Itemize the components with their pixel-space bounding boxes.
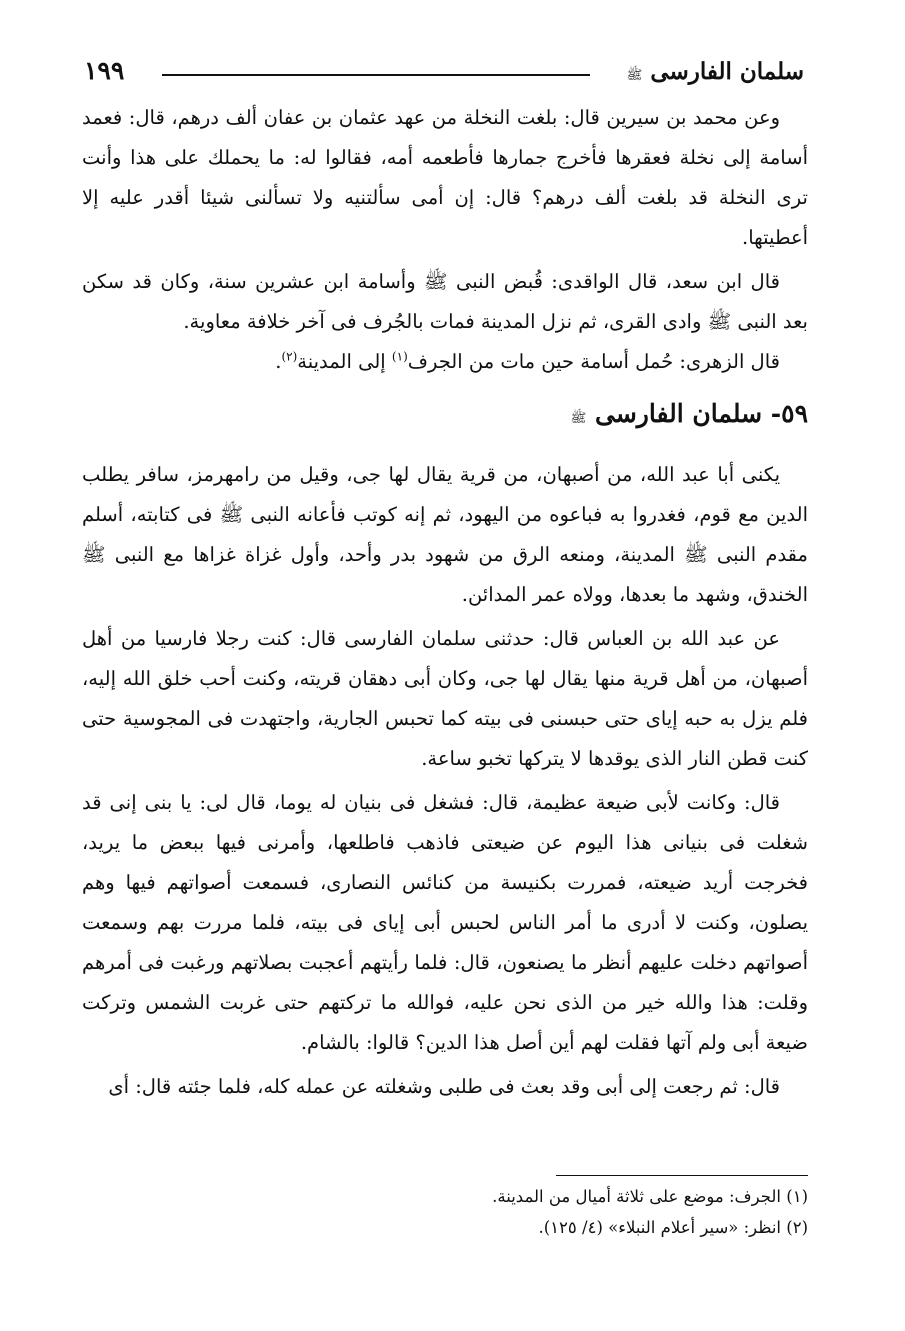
header-rule	[162, 74, 590, 76]
honorific-glyph: ﷺ	[570, 411, 587, 426]
paragraph: عن عبد الله بن العباس قال: حدثنى سلمان الفارسى قال: كنت رجلا فارسيا من أهل أصبهان، من أهل قرية منها يقال لها جى، وكان أبى دهقان قريته، وكنت أحب خلق الله إليه، فلم يزل به حبه إياى حتى حبسنى فى بيته كما تحبس الجارية، واجتهدت فى المجوسية حتى كنت قطن النار الذى يوقدها لا يتركها تخبو ساعة.	[82, 627, 808, 770]
paragraph: قال ابن سعد، قال الواقدى: قُبض النبى ﷺ وأسامة ابن عشرين سنة، وكان قد سكن بعد النبى ﷺ وادى القرى، ثم نزل المدينة فمات بالجُرف فى آخر خلافة معاوية.	[82, 270, 808, 333]
footnote-2: (٢) انظر: «سير أعلام النبلاء» (٤/ ١٢٥).	[538, 1218, 808, 1237]
zuhri-text-c: .	[275, 350, 282, 373]
footnote-ref-1[interactable]: (١)	[391, 349, 408, 364]
paragraph-zuhri	[82, 342, 808, 382]
running-title-text: سلمان الفارسى	[650, 58, 804, 85]
zuhri-text-a: قال الزهرى: حُمل أسامة حين مات من الجرف	[407, 350, 780, 373]
zuhri-text-b: إلى المدينة	[297, 350, 392, 373]
running-header	[84, 56, 804, 92]
main-text	[82, 98, 808, 1107]
running-title	[627, 58, 804, 86]
page-number: ١٩٩	[84, 56, 125, 85]
paragraph: قال: وكانت لأبى ضيعة عظيمة، قال: فشغل فى بنيان له يوما، قال لى: يا بنى إنى قد شغلت فى بنيانى هذا اليوم عن ضيعتى فاذهب فاطلعها، وأمرنى فيها ببعض ما يريد، فخرجت أريد ضيعته، فمررت بكنيسة من كنائس النصارى، فسمعت أصواتهم فيها وهم يصلون، وكنت لا أدرى ما أمر الناس لحبس أبى إياى فى بيته، فلما مررت بهم وسمعت أصواتهم دخلت عليهم أنظر ما يصنعون، قال: فلما رأيتهم أعجبت بصلاتهم ورغبت فى أمرهم وقلت: هذا والله خير من الذى نحن عليه، فوالله ما تركتهم حتى غربت الشمس وتركت ضيعة أبى ولم آتها فقلت لهم أين أصل هذا الدين؟ قالوا: بالشام.	[82, 791, 808, 1054]
footnote-1: (١) الجرف: موضع على ثلاثة أميال من المدينة.	[492, 1187, 808, 1206]
footnotes	[108, 1181, 808, 1243]
honorific-glyph: ﷺ	[626, 68, 643, 83]
paragraph: يكنى أبا عبد الله، من أصبهان، من قرية يقال لها جى، وقيل من رامهرمز، سافر يطلب الدين مع قوم، فغدروا به فباعوه من اليهود، ثم إنه كوتب فأعانه النبى ﷺ فى كتابته، أسلم مقدم النبى ﷺ المدينة، ومنعه الرق من شهود بدر وأحد، وأول غزاة غزاها مع النبى ﷺ الخندق، وشهد ما بعدها، وولاه عمر المدائن.	[82, 463, 808, 606]
paragraph: وعن محمد بن سيرين قال: بلغت النخلة من عهد عثمان بن عفان ألف درهم، قال: فعمد أسامة إلى نخلة فعقرها فأخرج جمارها فأطعمه أمه، فقالوا له: ما يحملك على هذا وأنت ترى النخلة قد بلغت ألف درهم؟ قال: إن أمى سألتنيه ولا تسألنى شيئا أقدر عليه إلا أعطيتها.	[82, 106, 808, 249]
paragraph: قال: ثم رجعت إلى أبى وقد بعث فى طلبى وشغلته عن عمله كله، فلما جئته قال: أى	[108, 1075, 780, 1098]
section-heading	[82, 392, 808, 441]
section-title-text: ٥٩- سلمان الفارسى	[595, 399, 808, 428]
footnote-ref-2[interactable]: (٢)	[281, 349, 298, 364]
footnote-separator	[556, 1175, 808, 1176]
